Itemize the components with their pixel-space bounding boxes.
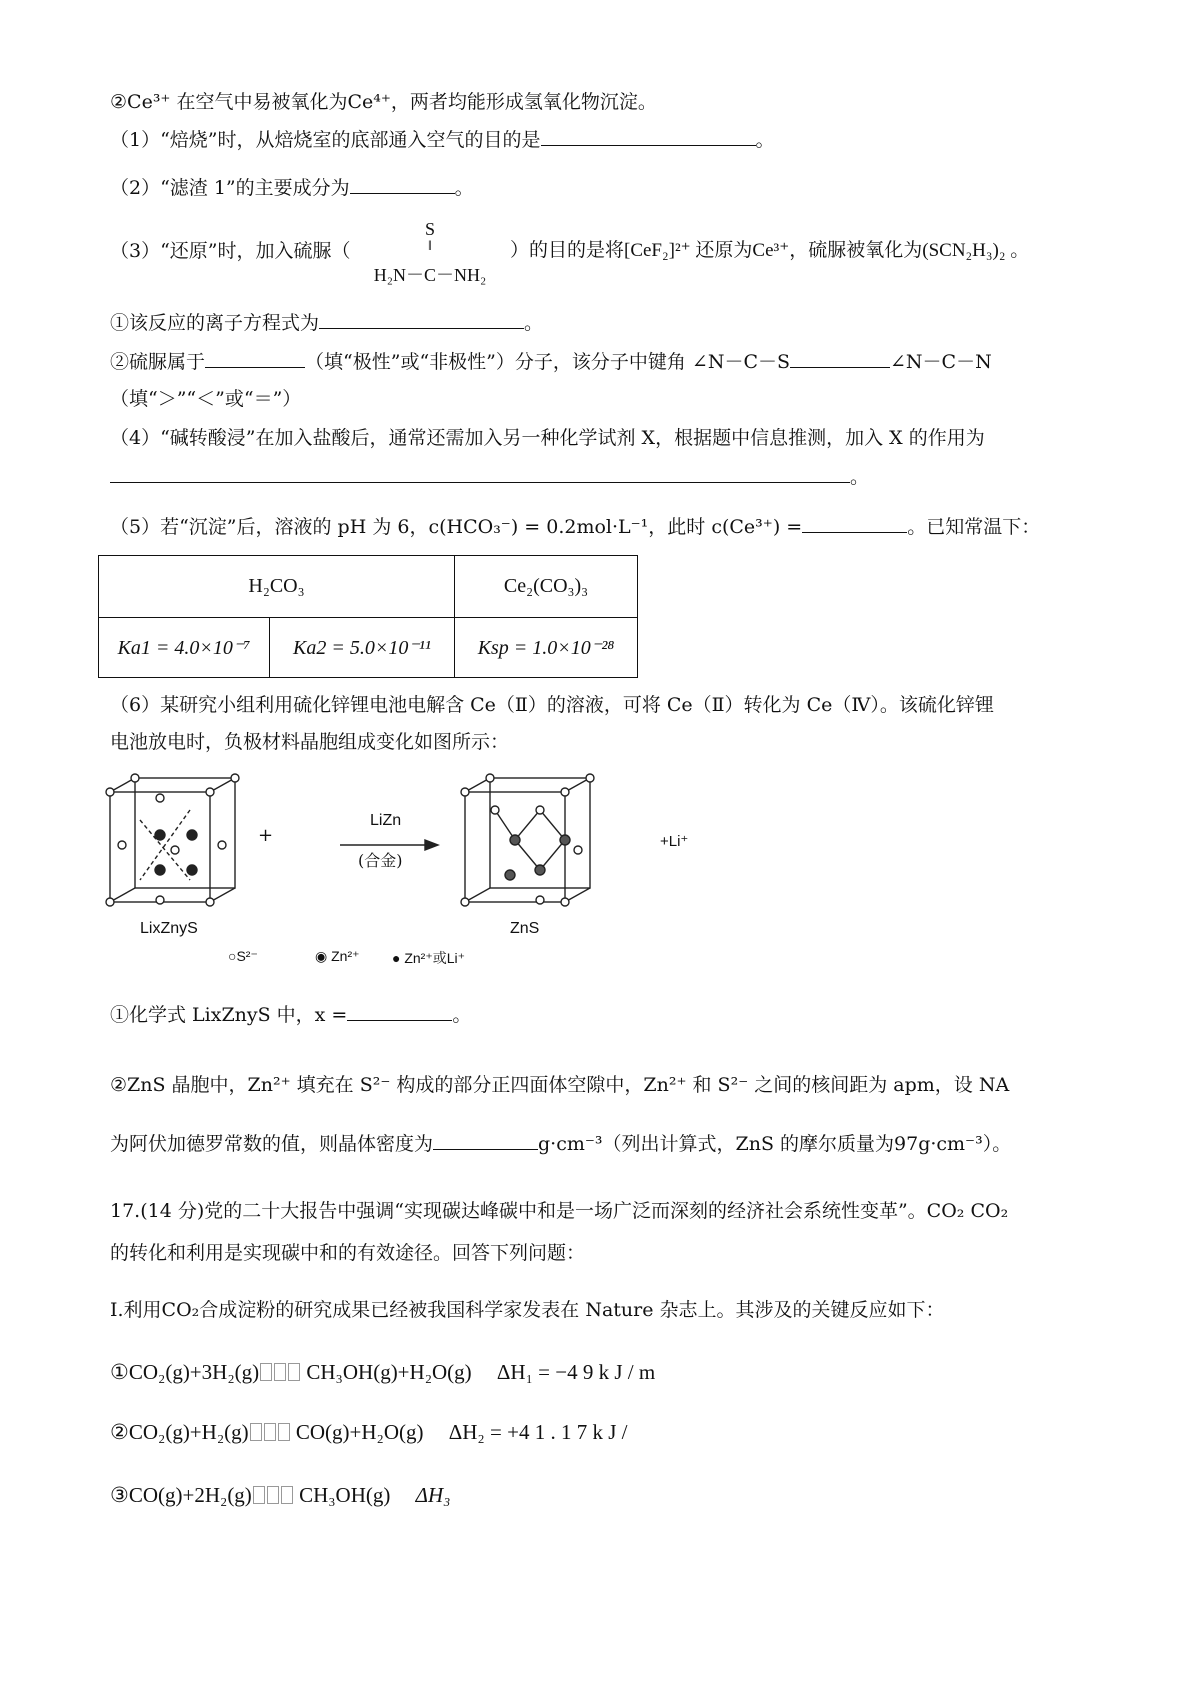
question-3-2-mid: （填“极性”或“非极性”）分子，该分子中键角 ∠N－C－S — [305, 351, 791, 373]
question-5-end: 。已知常温下： — [907, 516, 1041, 538]
answer-blank[interactable] — [347, 1000, 452, 1021]
reaction-2-lhs: ②CO₂(g)+H₂(g) — [110, 1420, 249, 1444]
figure-right-label: ZnS — [510, 920, 540, 937]
thiourea-structure — [350, 220, 510, 284]
table-cell-ka2: Ka2 = 5.0×10⁻¹¹ — [270, 618, 455, 678]
punctuation: 。 — [524, 312, 544, 334]
equilibrium-arrow-icon — [288, 1363, 300, 1381]
table-cell-ksp: Ksp = 1.0×10⁻²⁸ — [455, 618, 638, 678]
reaction-1 — [110, 1357, 655, 1387]
figure-reagent: LiZn — [370, 812, 402, 829]
reaction-1-lhs: ①CO₂(g)+3H₂(g) — [110, 1360, 260, 1384]
answer-blank[interactable] — [350, 173, 455, 194]
answer-blank[interactable] — [433, 1129, 538, 1150]
thiourea-chain: H₂N－C－NH₂ — [373, 265, 487, 285]
question-6-2-text: 为阿伏加德罗常数的值，则晶体密度为 — [110, 1133, 434, 1155]
intro-note: ②Ce³⁺ 在空气中易被氧化为Ce⁴⁺，两者均能形成氢氧化物沉淀。 — [110, 91, 657, 113]
reaction-3-lhs: ③CO(g)+2H₂(g) — [110, 1483, 252, 1507]
crystal-figure-svg — [100, 770, 780, 970]
reaction-3 — [110, 1480, 450, 1510]
question-6-2-line-2 — [110, 1129, 1011, 1159]
reaction-1-rhs: CH₃OH(g)+H₂O(g) — [306, 1360, 472, 1384]
equilibrium-arrow-icon — [260, 1363, 272, 1381]
answer-blank[interactable] — [319, 308, 524, 329]
equilibrium-arrow-icon — [253, 1486, 265, 1504]
question-4: （4）“碱转酸浸”在加入盐酸后，通常还需加入另一种化学试剂 X，根据题中信息推测，加入 X 的作用为 — [110, 427, 985, 449]
question-6-line-1: （6）某研究小组利用硫化锌锂电池电解含 Ce（Ⅱ）的溶液，可将 Ce（Ⅱ）转化为 Ce（Ⅳ）。该硫化锌锂 — [110, 694, 994, 716]
table-header-h2co3: H₂CO₃ — [99, 556, 455, 618]
question-17-line-2: 的转化和利用是实现碳中和的有效途径。回答下列问题： — [110, 1242, 586, 1264]
question-3 — [110, 236, 351, 266]
answer-blank[interactable] — [790, 347, 890, 368]
crystal-figure — [100, 770, 780, 970]
figure-left-label: LixZnyS — [140, 920, 198, 937]
question-3-2-text: ②硫脲属于 — [110, 351, 206, 373]
legend-s: ○S²⁻ — [228, 948, 258, 964]
reaction-3-rhs: CH₃OH(g) — [299, 1483, 391, 1507]
table-cell-ka1: Ka1 = 4.0×10⁻⁷ — [99, 618, 270, 678]
question-3-suffix: ）的目的是将[CeF₂]²⁺ 还原为Ce³⁺，硫脲被氧化为(SCN₂H₃)₂ 。 — [510, 240, 1030, 261]
punctuation: 。 — [454, 177, 474, 199]
question-3-2-note: （填“＞”“＜”或“＝”） — [110, 388, 302, 410]
punctuation: 。 — [452, 1004, 472, 1026]
figure-reagent-note: (合金) — [358, 851, 403, 870]
question-6-1-text: ①化学式 LixZnyS 中，x = — [110, 1004, 348, 1026]
constants-table — [98, 555, 638, 678]
left-unit-cell — [106, 774, 239, 906]
reaction-2-enthalpy: ΔH₂ = +4 1 . 1 7 k J / — [448, 1420, 628, 1444]
question-5-text: （5）若“沉淀”后，溶液的 pH 为 6，c(HCO₃⁻) = 0.2mol·L⁻¹，此时 c(Ce³⁺) = — [110, 516, 803, 538]
figure-plus: + — [258, 825, 274, 846]
question-3-1-text: ①该反应的离子方程式为 — [110, 312, 320, 334]
question-6-2-line-1: ②ZnS 晶胞中，Zn²⁺ 填充在 S²⁻ 构成的部分正四面体空隙中，Zn²⁺ 和 S²⁻ 之间的核间距为 apm，设 NA — [110, 1074, 1010, 1096]
question-6-2-end: g·cm⁻³（列出计算式，ZnS 的摩尔质量为97g·cm⁻³）。 — [538, 1133, 1012, 1155]
question-17-line-1: 17.(14 分)党的二十大报告中强调“实现碳达峰碳中和是一场广泛而深刻的经济社会系统性变革”。CO₂ CO₂ — [110, 1200, 1009, 1222]
table-header-ce2co33: Ce₂(CO₃)₃ — [455, 556, 638, 618]
question-6-1 — [110, 1000, 471, 1030]
question-5 — [110, 512, 1040, 542]
question-3-1 — [110, 308, 543, 338]
equilibrium-arrow-icon — [250, 1423, 262, 1441]
punctuation: 。 — [850, 466, 870, 488]
figure-product: +Li⁺ — [660, 833, 689, 850]
question-1 — [110, 125, 775, 155]
equilibrium-arrow-icon — [278, 1423, 290, 1441]
question-4-answer-line — [110, 462, 869, 492]
equilibrium-arrow-icon — [274, 1363, 286, 1381]
equilibrium-arrow-icon — [281, 1486, 293, 1504]
question-2-text: （2）“滤渣 1”的主要成分为 — [110, 177, 350, 199]
question-3-2-end: ∠N－C－N — [890, 351, 992, 373]
legend-zn: ◉ Zn²⁺ — [315, 948, 360, 964]
right-unit-cell — [461, 774, 594, 906]
equilibrium-arrow-icon — [264, 1423, 276, 1441]
answer-blank[interactable] — [205, 347, 305, 368]
reaction-2-rhs: CO(g)+H₂O(g) — [295, 1420, 424, 1444]
answer-blank[interactable] — [110, 462, 850, 483]
punctuation: 。 — [755, 129, 775, 151]
thiourea-double-bond: ‖ — [428, 239, 432, 254]
question-17-part-1: Ⅰ.利用CO₂合成淀粉的研究成果已经被我国科学家发表在 Nature 杂志上。其涉及的关键反应如下： — [110, 1299, 945, 1321]
answer-blank[interactable] — [541, 125, 756, 146]
question-2 — [110, 173, 474, 203]
question-3-prefix: （3）“还原”时，加入硫脲（ — [110, 240, 351, 262]
question-3-2 — [110, 347, 992, 377]
reaction-3-enthalpy: ΔH₃ — [415, 1483, 451, 1507]
question-6-line-2: 电池放电时，负极材料晶胞组成变化如图所示： — [110, 731, 510, 753]
answer-blank[interactable] — [802, 512, 907, 533]
reaction-1-enthalpy: ΔH₁ = −4 9 k J / m — [496, 1360, 656, 1384]
legend-zn-li: ● Zn²⁺或Li⁺ — [392, 950, 466, 966]
thiourea-sulfur: S — [424, 219, 435, 239]
equilibrium-arrow-icon — [267, 1486, 279, 1504]
question-1-text: （1）“焙烧”时，从焙烧室的底部通入空气的目的是 — [110, 129, 541, 151]
reaction-2 — [110, 1417, 627, 1447]
